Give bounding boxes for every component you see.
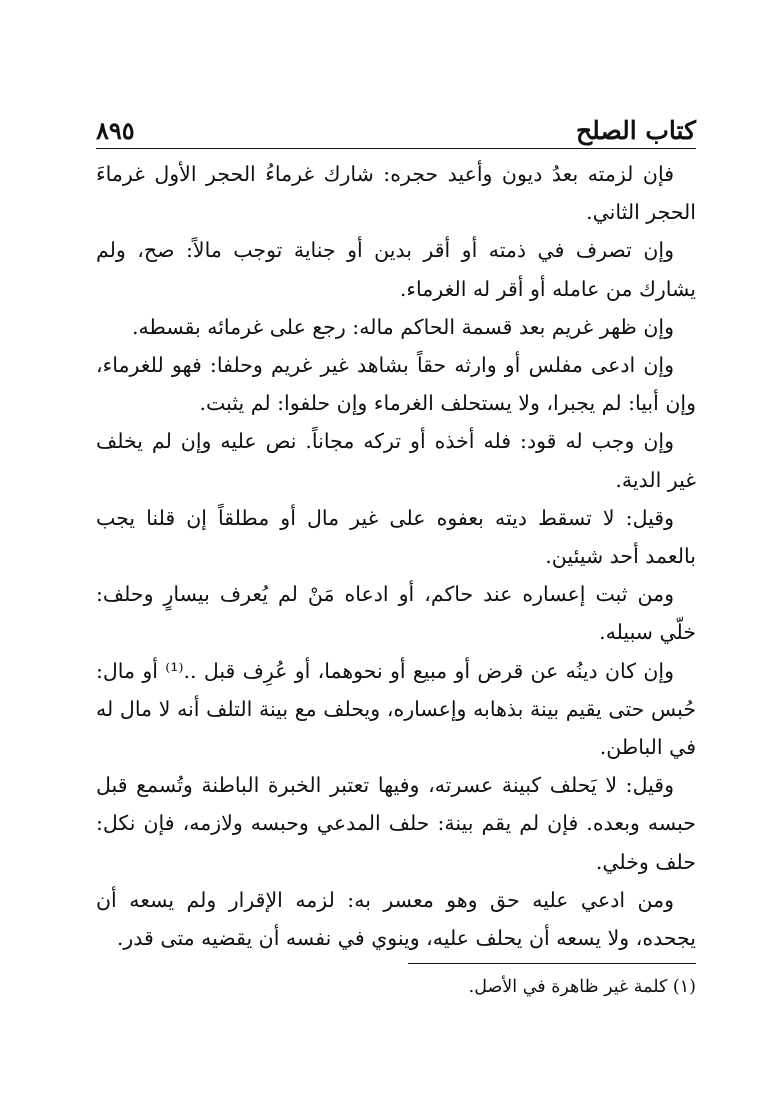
paragraph: فإن لزمته بعدُ ديون وأعيد حجره: شارك غرماءُ الحجر الأول غرماءَ الحجر الثاني.	[96, 162, 696, 225]
paragraph: وإن كان دينُه عن قرض أو مبيع أو نحوهما، أو عُرِف قبل ..⁽¹⁾ أو مال: حُبس حتى يقيم بينة بذهابه وإعساره، ويحلف مع بينة التلف أنه لا مال له في الباطن.	[96, 658, 696, 760]
paragraph: ومن ادعي عليه حق وهو معسر به: لزمه الإقرار ولم يسعه أن يجحده، ولا يسعه أن يحلف عليه، وينوي في نفسه أن يقضيه متى قدر.	[96, 887, 696, 951]
page-body	[96, 155, 696, 957]
footnote: (١) كلمة غير ظاهرة في الأصل.	[468, 977, 696, 998]
chapter-title: كتاب الصلح	[576, 116, 696, 145]
paragraph: وإن ظهر غريم بعد قسمة الحاكم ماله: رجع على غرمائه بقسطه.	[132, 314, 674, 339]
paragraph: وقيل: لا يَحلف كبينة عسرته، وفيها تعتبر الخبرة الباطنة وتُسمع قبل حبسه وبعده. فإن لم يقم بينة: حلف المدعي وحبسه ولازمه، فإن نكل: حلف وخلي.	[96, 773, 696, 874]
paragraph: وإن تصرف في ذمته أو أقر بدين أو جناية توجب مالاً: صح، ولم يشارك من عامله أو أقر له الغرماء.	[96, 238, 696, 301]
footnote-separator	[408, 963, 696, 964]
page-header	[96, 112, 696, 149]
paragraph: ومن ثبت إعساره عند حاكم، أو ادعاه مَنْ لم يُعرف بيسارٍ وحلف: خلّي سبيله.	[96, 582, 696, 645]
paragraph: وقيل: لا تسقط ديته بعفوه على غير مال أو مطلقاً إن قلنا يجب بالعمد أحد شيئين.	[96, 505, 696, 569]
page-number: ٨٩٥	[96, 116, 135, 145]
paragraph: وإن وجب له قود: فله أخذه أو تركه مجاناً. نص عليه وإن لم يخلف غير الدية.	[96, 429, 696, 492]
book-page	[96, 112, 696, 1018]
paragraph: وإن ادعى مفلس أو وارثه حقاً بشاهد غير غريم وحلفا: فهو للغرماء، وإن أبيا: لم يجبرا، ولا يستحلف الغرماء وإن حلفوا: لم يثبت.	[96, 353, 696, 416]
